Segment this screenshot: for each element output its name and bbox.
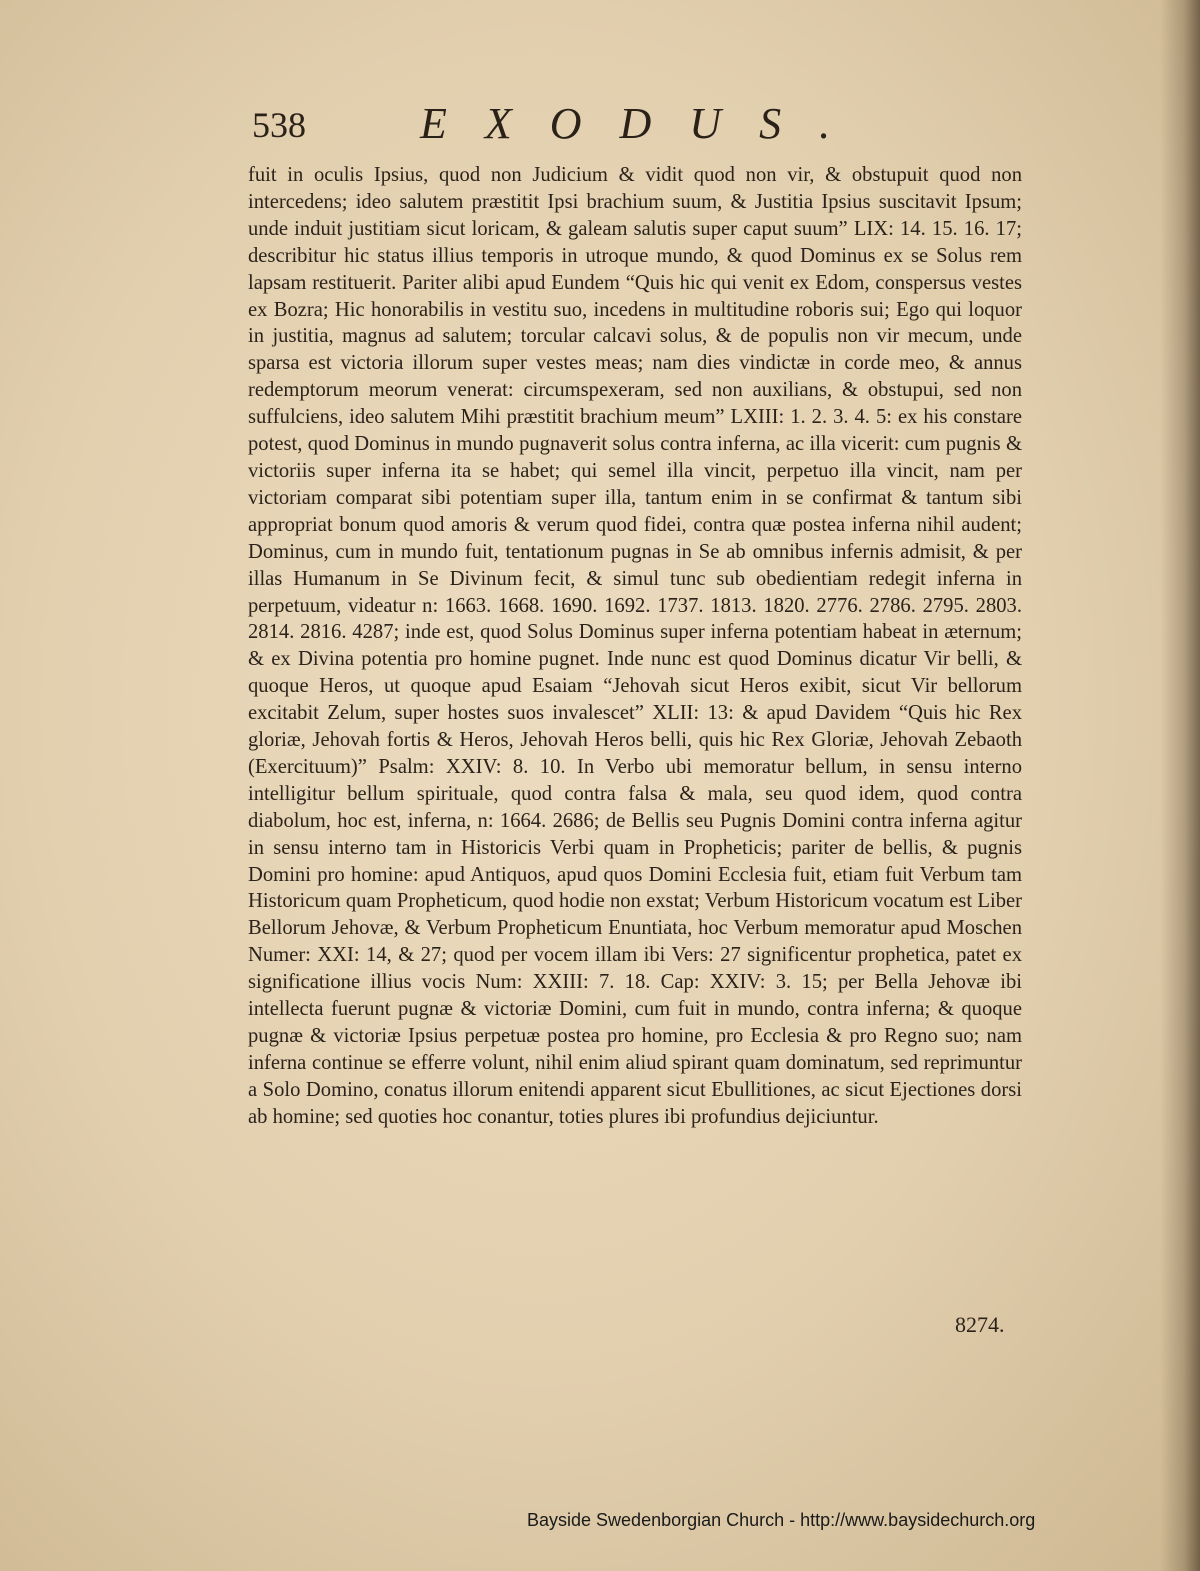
body-paragraph: fuit in oculis Ipsius, quod non Judicium & vidit quod non vir, & obstupuit quod non intercedens; ideo salutem præstitit Ipsi brachium suum, & Justitia Ipsius suscitavit Ipsum; unde induit justitiam sicut loricam, & galeam salutis super caput suum” LIX: 14. 15. 16. 17; describitur hic status illius temporis in utroque mundo, & quod Dominus ex se Solus rem lapsam restituerit. Pariter alibi apud Eundem “Quis hic qui venit ex Edom, conspersus vestes ex Bozra; Hic honorabilis in vestitu suo, incedens in multitudine roboris sui; Ego qui loquor in justitia, magnus ad salutem; torcular calcavi solus, & de populis non vir mecum, unde sparsa est victoria illorum super vestes meas; nam dies vindictæ in corde meo, & annus redemptorum meorum venerat: circumspexeram, sed non auxilians, & obstupui, sed non suffulciens, ideo salutem Mihi præstitit brachium meum” LXIII: 1. 2. 3. 4. 5: ex his constare potest, quod Dominus in mundo pugnaverit solus contra inferna, ac illa vicerit: cum pugnis & victoriis super inferna ita se habet; qui semel illa vincit, perpetuo illa vincit, nam per victoriam comparat sibi potentiam super illa, tantum enim in se confirmat & tantum sibi appropriat bonum quod amoris & verum quod fidei, contra quæ postea inferna nihil audent; Dominus, cum in mundo fuit, tentationum pugnas in Se ab omnibus infernis admisit, & per illas Humanum in Se Divinum fecit, & simul tunc sub obedientiam redegit inferna in perpetuum, videatur n: 1663. 1668. 1690. 1692. 1737. 1813. 1820. 2776. 2786. 2795. 2803. 2814. 2816. 4287; inde est, quod Solus Dominus super inferna potentiam habeat in æternum; & ex Divina potentia pro homine pugnet. Inde nunc est quod Dominus dicatur Vir belli, & quoque Heros, ut quoque apud Esaiam “Jehovah sicut Heros exibit, sicut Vir bellorum excitabit Zelum, super hostes suos invalescet” XLII: 13: & apud Davidem “Quis hic Rex gloriæ, Jehovah fortis & Heros, Jehovah Heros belli, quis hic Rex Gloriæ, Jehovah Zebaoth (Exercituum)” Psalm: XXIV: 8. 10. In Verbo ubi memoratur bellum, in sensu interno intelligitur bellum spirituale, quod contra falsa & mala, seu quod idem, quod contra diabolum, hoc est, inferna, n: 1664. 2686; de Bellis seu Pugnis Domini contra inferna agitur in sensu interno tam in Historicis Verbi quam in Propheticis; pariter de bellis, & pugnis Domini pro homine: apud Antiquos, apud quos Domini Ecclesia fuit, etiam fuit Verbum tam Historicum quam Propheticum, quod hodie non exstat; Verbum Historicum vocatum est Liber Bellorum Jehovæ, & Verbum Propheticum Enuntiata, hoc Verbum memoratur apud Moschen Numer: XXI: 14, & 27; quod per vocem illam ibi Vers: 27 significentur prophetica, patet ex significatione illius vocis Num: XXIII: 7. 18. Cap: XXIV: 3. 15; per Bella Jehovæ ibi intellecta fuerunt pugnæ & victoriæ Domini, cum fuit in mundo, contra inferna; & quoque pugnæ & victoriæ Ipsius perpetuæ postea pro homine, pro Ecclesia & pro Regno suo; nam inferna continue se efferre volunt, nihil enim aliud spirant quam dominatum, sed reprimuntur a Solo Domino, conatus illorum enitendi apparent sicut Ebullitiones, ac sicut Ejectiones dorsi ab homine; sed quoties hoc conantur, toties plures ibi profundius dejiciuntur.	[248, 164, 1022, 1128]
catchword: 8274.	[955, 1312, 1005, 1337]
page-number: 538	[252, 105, 306, 145]
running-title: EXODUS.	[420, 99, 869, 148]
page-header	[252, 98, 872, 158]
footer-credit: Bayside Swedenborgian Church - http://www.baysidechurch.org	[527, 1510, 1036, 1530]
page-spine-shadow	[1160, 0, 1200, 1571]
body-text	[248, 162, 1022, 1131]
